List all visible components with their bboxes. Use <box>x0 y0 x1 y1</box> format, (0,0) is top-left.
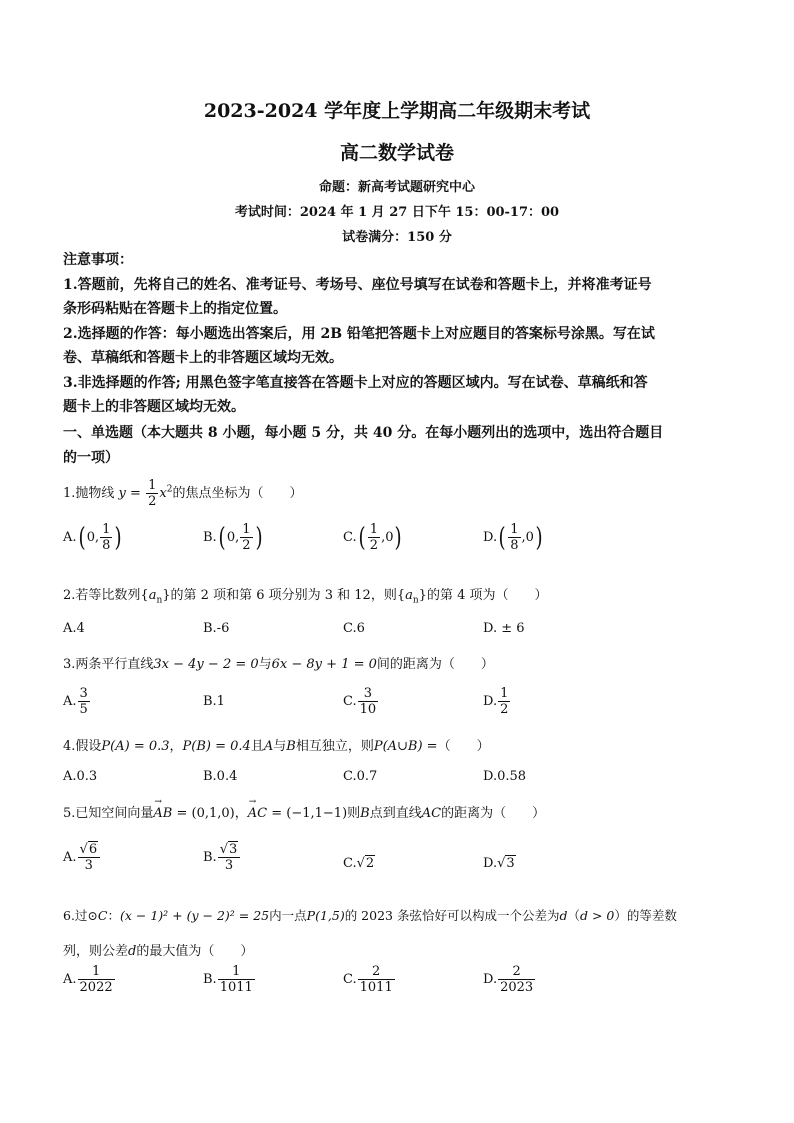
notes-heading: 注意事项： <box>63 252 133 268</box>
q2-option-b: B.-6 <box>203 621 230 636</box>
note-2b: 卷、草稿纸和答题卡上的非答题区域均无效。 <box>63 350 343 366</box>
q1-option-a: A.( 0, $\frac{1}{8}$ ) <box>63 522 123 553</box>
q3-option-d: D. $\frac{1}{2}$ <box>483 686 509 717</box>
q5-option-c: C.√2 <box>343 856 375 871</box>
q4-option-d: D.0.58 <box>483 769 527 784</box>
q6-option-d: D. $\frac{2}{2023}$ <box>483 964 534 995</box>
q3-option-a: A. $\frac{3}{5}$ <box>63 686 88 717</box>
q6-option-c: C. $\frac{2}{1011}$ <box>343 964 393 995</box>
question-4: 4.假设P(A) = 0.3，P(B) = 0.4且A与B相互独立，则P(A∪B) =（ ） <box>63 739 490 754</box>
q2-option-c: C.6 <box>343 621 365 636</box>
exam-subtitle: 高二数学试卷 <box>339 142 454 164</box>
section-line-2: 的一项） <box>63 450 119 466</box>
note-2a: 2.选择题的作答：每小题选出答案后，用 2B 铅笔把答题卡上对应题目的答案标号涂黑。写在试 <box>63 325 655 342</box>
question-6-line-1: 6.过⊙C：(x − 1)² + (y − 2)² = 25内一点P(1,5)的 2023 条弦恰好可以构成一个公差为d（d > 0）的等差数 <box>63 908 677 923</box>
q3-option-c: C. $\frac{3}{10}$ <box>343 686 377 717</box>
q5-option-d: D.√3 <box>483 856 515 871</box>
question-1: 1.抛物线 y = $\frac{1}{2}$ $x^2$的焦点坐标为（ ） <box>63 478 303 509</box>
section-line-1: 一、单选题（本大题共 8 小题，每小题 5 分，共 40 分。在每小题列出的选项中，选出符合题目 <box>63 425 664 441</box>
q4-option-a: A.0.3 <box>63 769 98 784</box>
section-heading <box>63 421 733 471</box>
exam-title: 2023-2024 学年度上学期高二年级期末考试 <box>203 100 591 122</box>
q1-prefix: 1.抛物线 <box>63 486 115 501</box>
q1-option-b: B.( 0, $\frac{1}{2}$ ) <box>203 522 263 553</box>
q1-option-c: C.( $\frac{1}{2}$ ,0) <box>343 522 403 553</box>
note-3a: 3.非选择题的作答; 用黑色签字笔直接答在答题卡上对应的答题区域内。写在试卷、草稿纸和答 <box>63 374 648 391</box>
note-3b: 题卡上的非答题区域均无效。 <box>63 399 245 415</box>
q5-option-b: B. $\frac{√3}{3}$ <box>203 842 241 873</box>
exam-time: 考试时间：2024 年 1 月 27 日下午 15：00-17：00 <box>234 205 560 220</box>
exam-author: 命题：新高考试题研究中心 <box>318 180 475 195</box>
q2-option-d: D. ± 6 <box>483 621 525 636</box>
q4-option-c: C.0.7 <box>343 769 378 784</box>
question-6-line-2: 列，则公差d的最大值为（ ） <box>63 944 254 959</box>
note-1b: 条形码粘贴在答题卡上的指定位置。 <box>63 301 287 317</box>
note-1a: 1.答题前，先将自己的姓名、准考证号、考场号、座位号填写在试卷和答题卡上，并将准考证号 <box>63 276 652 293</box>
question-5: 5.已知空间向量→ AB = (0,1,0)，→ AC = (−1,1−1)则B点到直线AC的距离为（ ） <box>63 802 733 821</box>
question-2: 2.若等比数列$\{a_n\}$的第 2 项和第 6 项分别为 3 和 12，则$\{a_n\}$的第 4 项为（ ） <box>63 588 548 606</box>
q1-option-d: D.( $\frac{1}{8}$ ,0) <box>483 522 543 553</box>
q4-option-b: B.0.4 <box>203 769 238 784</box>
q2-option-a: A.4 <box>63 621 85 636</box>
q3-option-b: B.1 <box>203 694 225 709</box>
exam-score: 试卷满分：150 分 <box>342 230 452 245</box>
q5-option-a: A. $\frac{√6}{3}$ <box>63 842 101 873</box>
question-3: 3.两条平行直线3x − 4y − 2 = 0与6x − 8y + 1 = 0间的距离为（ ） <box>63 657 494 672</box>
q6-option-b: B. $\frac{1}{1011}$ <box>203 964 253 995</box>
notes-section <box>63 248 733 420</box>
q6-option-a: A. $\frac{1}{2022}$ <box>63 964 113 995</box>
q1-suffix: 的焦点坐标为（ ） <box>172 486 303 501</box>
